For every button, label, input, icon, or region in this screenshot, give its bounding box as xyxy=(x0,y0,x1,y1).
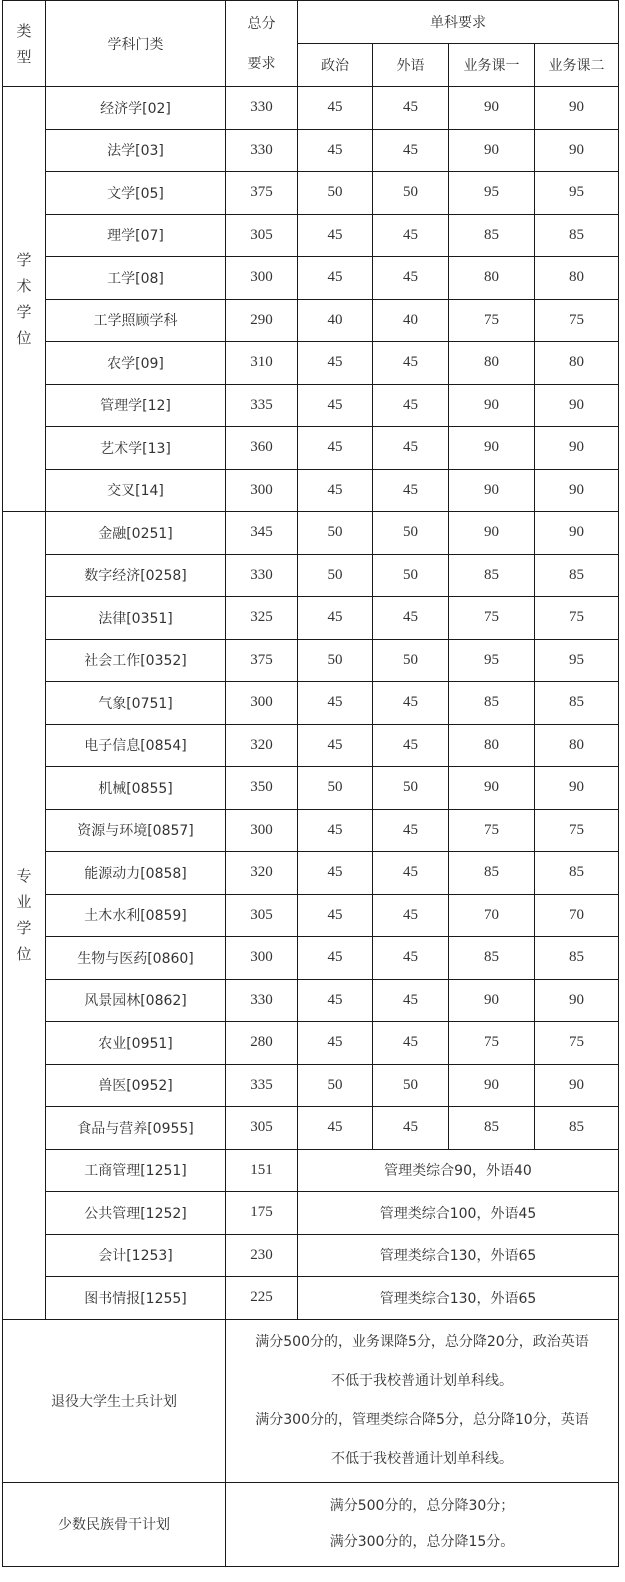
course1-score: 90 xyxy=(449,767,535,810)
table-row xyxy=(3,1107,619,1150)
group-label-cell xyxy=(3,512,46,1320)
total-score: 225 xyxy=(226,1277,298,1320)
course1-score: 90 xyxy=(449,469,535,512)
discipline-name: 风景园林[0862] xyxy=(46,979,226,1022)
politics-score: 40 xyxy=(298,299,373,342)
foreign-score: 50 xyxy=(373,767,449,810)
foreign-score: 45 xyxy=(373,342,449,385)
header-total-line2: 要求 xyxy=(247,55,276,72)
politics-score: 45 xyxy=(298,937,373,980)
politics-score: 45 xyxy=(298,894,373,937)
discipline-name: 兽医[0952] xyxy=(46,1064,226,1107)
politics-score: 50 xyxy=(298,1064,373,1107)
combined-requirement: 管理类综合90，外语40 xyxy=(298,1149,619,1192)
total-score: 305 xyxy=(226,894,298,937)
politics-score: 50 xyxy=(298,554,373,597)
table-row xyxy=(3,682,619,725)
combined-requirement: 管理类综合100，外语45 xyxy=(298,1192,619,1235)
header-total-line1: 总分 xyxy=(247,15,276,32)
foreign-score: 45 xyxy=(373,1107,449,1150)
table-row xyxy=(3,257,619,300)
discipline-name: 食品与营养[0955] xyxy=(46,1107,226,1150)
course2-score: 85 xyxy=(535,214,619,257)
total-score: 330 xyxy=(226,554,298,597)
total-score: 151 xyxy=(226,1149,298,1192)
total-score: 325 xyxy=(226,597,298,640)
politics-score: 45 xyxy=(298,87,373,130)
header-total xyxy=(226,1,298,87)
course1-score: 95 xyxy=(449,172,535,215)
special-plan-name: 少数民族骨干计划 xyxy=(3,1482,226,1566)
foreign-score: 50 xyxy=(373,512,449,555)
course2-score: 75 xyxy=(535,1022,619,1065)
politics-score: 45 xyxy=(298,597,373,640)
total-score: 360 xyxy=(226,427,298,470)
foreign-score: 45 xyxy=(373,852,449,895)
special-plan-row xyxy=(3,1319,619,1482)
table-row xyxy=(3,427,619,470)
course2-score: 85 xyxy=(535,852,619,895)
course2-score: 90 xyxy=(535,129,619,172)
total-score: 375 xyxy=(226,172,298,215)
header-type-label: 类型 xyxy=(16,21,32,66)
discipline-name: 工学照顾学科 xyxy=(46,299,226,342)
course1-score: 90 xyxy=(449,384,535,427)
foreign-score: 45 xyxy=(373,129,449,172)
table-row xyxy=(3,512,619,555)
total-score: 345 xyxy=(226,512,298,555)
discipline-name: 农业[0951] xyxy=(46,1022,226,1065)
course2-score: 75 xyxy=(535,597,619,640)
discipline-name: 工学[08] xyxy=(46,257,226,300)
discipline-name: 公共管理[1252] xyxy=(46,1192,226,1235)
course2-score: 75 xyxy=(535,809,619,852)
politics-score: 45 xyxy=(298,809,373,852)
table-row xyxy=(3,172,619,215)
course2-score: 90 xyxy=(535,87,619,130)
table-row xyxy=(3,809,619,852)
foreign-score: 45 xyxy=(373,214,449,257)
course2-score: 90 xyxy=(535,512,619,555)
discipline-name: 能源动力[0858] xyxy=(46,852,226,895)
politics-score: 50 xyxy=(298,172,373,215)
politics-score: 45 xyxy=(298,342,373,385)
course1-score: 85 xyxy=(449,682,535,725)
discipline-name: 图书情报[1255] xyxy=(46,1277,226,1320)
course2-score: 70 xyxy=(535,894,619,937)
total-score: 335 xyxy=(226,384,298,427)
table-row xyxy=(3,597,619,640)
rule-line: 不低于我校普通计划单科线。 xyxy=(331,1450,513,1467)
foreign-score: 40 xyxy=(373,299,449,342)
course2-score: 75 xyxy=(535,299,619,342)
course1-score: 80 xyxy=(449,257,535,300)
rule-line: 满分500分的，总分降30分； xyxy=(329,1498,515,1514)
table-row xyxy=(3,1277,619,1320)
course1-score: 85 xyxy=(449,852,535,895)
total-score: 175 xyxy=(226,1192,298,1235)
course1-score: 70 xyxy=(449,894,535,937)
table-row xyxy=(3,129,619,172)
discipline-name: 文学[05] xyxy=(46,172,226,215)
discipline-name: 艺术学[13] xyxy=(46,427,226,470)
foreign-score: 45 xyxy=(373,597,449,640)
course1-score: 90 xyxy=(449,129,535,172)
table-row xyxy=(3,1022,619,1065)
politics-score: 45 xyxy=(298,852,373,895)
total-score: 300 xyxy=(226,469,298,512)
header-single: 单科要求 xyxy=(298,1,619,44)
foreign-score: 45 xyxy=(373,682,449,725)
course2-score: 90 xyxy=(535,1064,619,1107)
discipline-name: 生物与医药[0860] xyxy=(46,937,226,980)
total-score: 350 xyxy=(226,767,298,810)
course1-score: 85 xyxy=(449,214,535,257)
foreign-score: 45 xyxy=(373,979,449,1022)
rule-line: 不低于我校普通计划单科线。 xyxy=(331,1372,513,1389)
table-row xyxy=(3,299,619,342)
course1-score: 85 xyxy=(449,937,535,980)
group-label: 学术学位 xyxy=(16,251,32,347)
discipline-name: 交叉[14] xyxy=(46,469,226,512)
course2-score: 95 xyxy=(535,172,619,215)
total-score: 290 xyxy=(226,299,298,342)
course2-score: 80 xyxy=(535,342,619,385)
course2-score: 90 xyxy=(535,384,619,427)
politics-score: 45 xyxy=(298,682,373,725)
discipline-name: 土木水利[0859] xyxy=(46,894,226,937)
course1-score: 75 xyxy=(449,1022,535,1065)
foreign-score: 50 xyxy=(373,639,449,682)
foreign-score: 45 xyxy=(373,937,449,980)
course1-score: 85 xyxy=(449,554,535,597)
foreign-score: 45 xyxy=(373,384,449,427)
discipline-name: 资源与环境[0857] xyxy=(46,809,226,852)
discipline-name: 金融[0251] xyxy=(46,512,226,555)
discipline-name: 社会工作[0352] xyxy=(46,639,226,682)
rule-line: 满分300分的，总分降15分。 xyxy=(329,1534,515,1550)
discipline-name: 理学[07] xyxy=(46,214,226,257)
total-score: 230 xyxy=(226,1234,298,1277)
politics-score: 45 xyxy=(298,1107,373,1150)
rule-line: 满分500分的，业务课降5分，总分降20分，政治英语 xyxy=(255,1333,589,1350)
table-row xyxy=(3,1064,619,1107)
course1-score: 90 xyxy=(449,87,535,130)
total-score: 335 xyxy=(226,1064,298,1107)
total-score: 300 xyxy=(226,682,298,725)
table-row xyxy=(3,894,619,937)
total-score: 320 xyxy=(226,852,298,895)
course2-score: 90 xyxy=(535,469,619,512)
politics-score: 45 xyxy=(298,427,373,470)
discipline-name: 法律[0351] xyxy=(46,597,226,640)
table-row xyxy=(3,214,619,257)
course1-score: 80 xyxy=(449,724,535,767)
combined-requirement: 管理类综合130，外语65 xyxy=(298,1234,619,1277)
politics-score: 50 xyxy=(298,639,373,682)
course1-score: 80 xyxy=(449,342,535,385)
special-plan-name: 退役大学生士兵计划 xyxy=(3,1319,226,1482)
header-course2: 业务课二 xyxy=(535,44,619,87)
course2-score: 90 xyxy=(535,767,619,810)
total-score: 305 xyxy=(226,214,298,257)
header-politics: 政治 xyxy=(298,44,373,87)
table-row xyxy=(3,469,619,512)
course2-score: 90 xyxy=(535,427,619,470)
course1-score: 90 xyxy=(449,512,535,555)
politics-score: 45 xyxy=(298,129,373,172)
course1-score: 90 xyxy=(449,979,535,1022)
discipline-name: 农学[09] xyxy=(46,342,226,385)
table-row xyxy=(3,852,619,895)
table-row xyxy=(3,937,619,980)
foreign-score: 50 xyxy=(373,554,449,597)
politics-score: 45 xyxy=(298,214,373,257)
course2-score: 95 xyxy=(535,639,619,682)
foreign-score: 45 xyxy=(373,427,449,470)
course1-score: 90 xyxy=(449,1064,535,1107)
discipline-name: 机械[0855] xyxy=(46,767,226,810)
total-score: 300 xyxy=(226,809,298,852)
politics-score: 45 xyxy=(298,724,373,767)
table-row xyxy=(3,342,619,385)
table-row xyxy=(3,724,619,767)
discipline-name: 会计[1253] xyxy=(46,1234,226,1277)
group-label-cell xyxy=(3,87,46,512)
table-row xyxy=(3,1192,619,1235)
course1-score: 75 xyxy=(449,597,535,640)
special-plan-rules xyxy=(226,1319,619,1482)
total-score: 330 xyxy=(226,87,298,130)
score-requirements-table xyxy=(2,0,619,1567)
total-score: 300 xyxy=(226,937,298,980)
total-score: 320 xyxy=(226,724,298,767)
course2-score: 85 xyxy=(535,682,619,725)
total-score: 305 xyxy=(226,1107,298,1150)
total-score: 375 xyxy=(226,639,298,682)
total-score: 330 xyxy=(226,129,298,172)
foreign-score: 45 xyxy=(373,469,449,512)
table-row xyxy=(3,639,619,682)
course2-score: 80 xyxy=(535,724,619,767)
special-plan-row xyxy=(3,1482,619,1566)
foreign-score: 50 xyxy=(373,172,449,215)
course2-score: 90 xyxy=(535,979,619,1022)
total-score: 330 xyxy=(226,979,298,1022)
foreign-score: 45 xyxy=(373,257,449,300)
group-label: 专业学位 xyxy=(16,867,32,964)
politics-score: 45 xyxy=(298,1022,373,1065)
course2-score: 80 xyxy=(535,257,619,300)
discipline-name: 管理学[12] xyxy=(46,384,226,427)
foreign-score: 45 xyxy=(373,724,449,767)
politics-score: 45 xyxy=(298,979,373,1022)
course1-score: 90 xyxy=(449,427,535,470)
politics-score: 45 xyxy=(298,257,373,300)
course2-score: 85 xyxy=(535,1107,619,1150)
politics-score: 50 xyxy=(298,512,373,555)
table-row xyxy=(3,554,619,597)
table-row xyxy=(3,979,619,1022)
course1-score: 85 xyxy=(449,1107,535,1150)
course1-score: 75 xyxy=(449,809,535,852)
politics-score: 50 xyxy=(298,767,373,810)
table-row xyxy=(3,1149,619,1192)
header-type xyxy=(3,1,46,87)
course1-score: 75 xyxy=(449,299,535,342)
total-score: 280 xyxy=(226,1022,298,1065)
foreign-score: 50 xyxy=(373,1064,449,1107)
total-score: 310 xyxy=(226,342,298,385)
table-row xyxy=(3,767,619,810)
rule-line: 满分300分的，管理类综合降5分，总分降10分，英语 xyxy=(255,1411,589,1428)
total-score: 300 xyxy=(226,257,298,300)
course1-score: 95 xyxy=(449,639,535,682)
combined-requirement: 管理类综合130，外语65 xyxy=(298,1277,619,1320)
discipline-name: 气象[0751] xyxy=(46,682,226,725)
course2-score: 85 xyxy=(535,554,619,597)
politics-score: 45 xyxy=(298,384,373,427)
foreign-score: 45 xyxy=(373,87,449,130)
discipline-name: 经济学[02] xyxy=(46,87,226,130)
table-row xyxy=(3,1234,619,1277)
foreign-score: 45 xyxy=(373,1022,449,1065)
special-plan-rules xyxy=(226,1482,619,1566)
politics-score: 45 xyxy=(298,469,373,512)
discipline-name: 法学[03] xyxy=(46,129,226,172)
header-foreign: 外语 xyxy=(373,44,449,87)
table-row xyxy=(3,87,619,130)
course2-score: 85 xyxy=(535,937,619,980)
header-discipline: 学科门类 xyxy=(46,1,226,87)
header-course1: 业务课一 xyxy=(449,44,535,87)
discipline-name: 数字经济[0258] xyxy=(46,554,226,597)
table-row xyxy=(3,384,619,427)
foreign-score: 45 xyxy=(373,809,449,852)
discipline-name: 工商管理[1251] xyxy=(46,1149,226,1192)
discipline-name: 电子信息[0854] xyxy=(46,724,226,767)
foreign-score: 45 xyxy=(373,894,449,937)
